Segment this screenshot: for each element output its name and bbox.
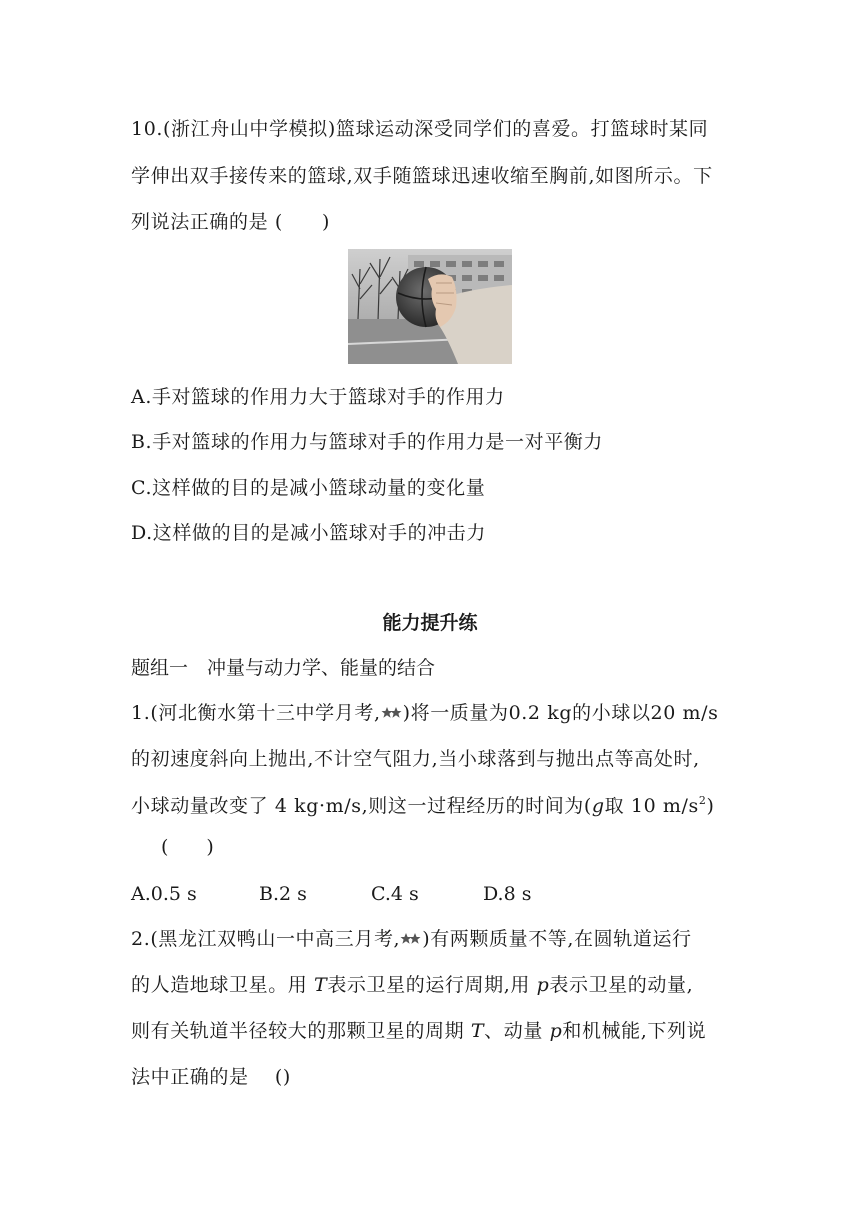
q2-variable-T-2: T [470, 1020, 485, 1042]
q1-option-d: D.8 s [483, 883, 532, 905]
q2-stem-line-4: 法中正确的是 () [131, 1066, 291, 1088]
q1-stem-line-1 [131, 701, 719, 725]
q1-source: 1.(河北衡水第十三中学月考, [131, 702, 381, 724]
basketball-catch-photo [348, 249, 512, 364]
q1-stem-text-3: 小球动量改变了 4 kg·m/s,则这一过程经历的时间为( [131, 795, 592, 817]
q2-text-c: 表示卫星的动量, [549, 974, 694, 996]
section-title: 能力提升练 [382, 612, 478, 634]
q2-text-b: 表示卫星的运行周期,用 [327, 974, 537, 996]
q1-variable-g: g [591, 795, 605, 817]
q10-stem-line-3: 列说法正确的是 ( ) [131, 211, 331, 233]
q1-g-value: 取 10 m/s [604, 795, 699, 817]
q1-option-c: C.4 s [371, 883, 419, 905]
q1-stem-text: )将一质量为0.2 kg的小球以20 m/s [402, 702, 719, 724]
q1-option-a: A.0.5 s [131, 883, 197, 905]
q10-option-b: B.手对篮球的作用力与篮球对手的作用力是一对平衡力 [131, 431, 604, 453]
q10-stem-line-1: 10.(浙江舟山中学模拟)篮球运动深受同学们的喜爱。打篮球时某同 [131, 118, 709, 140]
q1-options-row [131, 882, 531, 906]
q10-option-c: C.这样做的目的是减小篮球动量的变化量 [131, 477, 486, 499]
two-star-difficulty-icon [381, 702, 403, 716]
q1-stem-line-3 [131, 794, 715, 818]
q1-exponent: 2 [698, 794, 707, 807]
q10-option-a: A.手对篮球的作用力大于篮球对手的作用力 [131, 386, 505, 408]
q2-variable-p-2: p [549, 1020, 563, 1042]
q1-option-b: B.2 s [259, 883, 307, 905]
q2-stem-line-1 [131, 927, 692, 951]
q2-variable-T: T [314, 974, 328, 996]
q10-option-d: D.这样做的目的是减小篮球对手的冲击力 [131, 522, 486, 544]
two-star-difficulty-icon [400, 928, 422, 942]
group-heading: 题组一 冲量与动力学、能量的结合 [131, 657, 436, 679]
q2-text-a: 的人造地球卫星。用 [131, 974, 315, 996]
q2-text-d: 则有关轨道半径较大的那颗卫星的周期 [131, 1020, 471, 1042]
q2-stem-line-2 [131, 973, 693, 997]
q1-answer-paren: ( ) [161, 836, 214, 858]
q2-variable-p: p [536, 974, 550, 996]
q2-text-e: 、动量 [484, 1020, 550, 1042]
q1-close-paren: ) [706, 795, 715, 817]
q2-source: 2.(黑龙江双鸭山一中高三月考, [131, 928, 401, 950]
q2-stem-line-3 [131, 1019, 706, 1043]
q2-text-f: 和机械能,下列说 [562, 1020, 707, 1042]
q1-stem-line-2: 的初速度斜向上抛出,不计空气阻力,当小球落到与抛出点等高处时, [131, 748, 700, 770]
q10-stem-line-2: 学伸出双手接传来的篮球,双手随篮球迅速收缩至胸前,如图所示。下 [131, 165, 713, 187]
q2-stem-text: )有两颗质量不等,在圆轨道运行 [422, 928, 692, 950]
